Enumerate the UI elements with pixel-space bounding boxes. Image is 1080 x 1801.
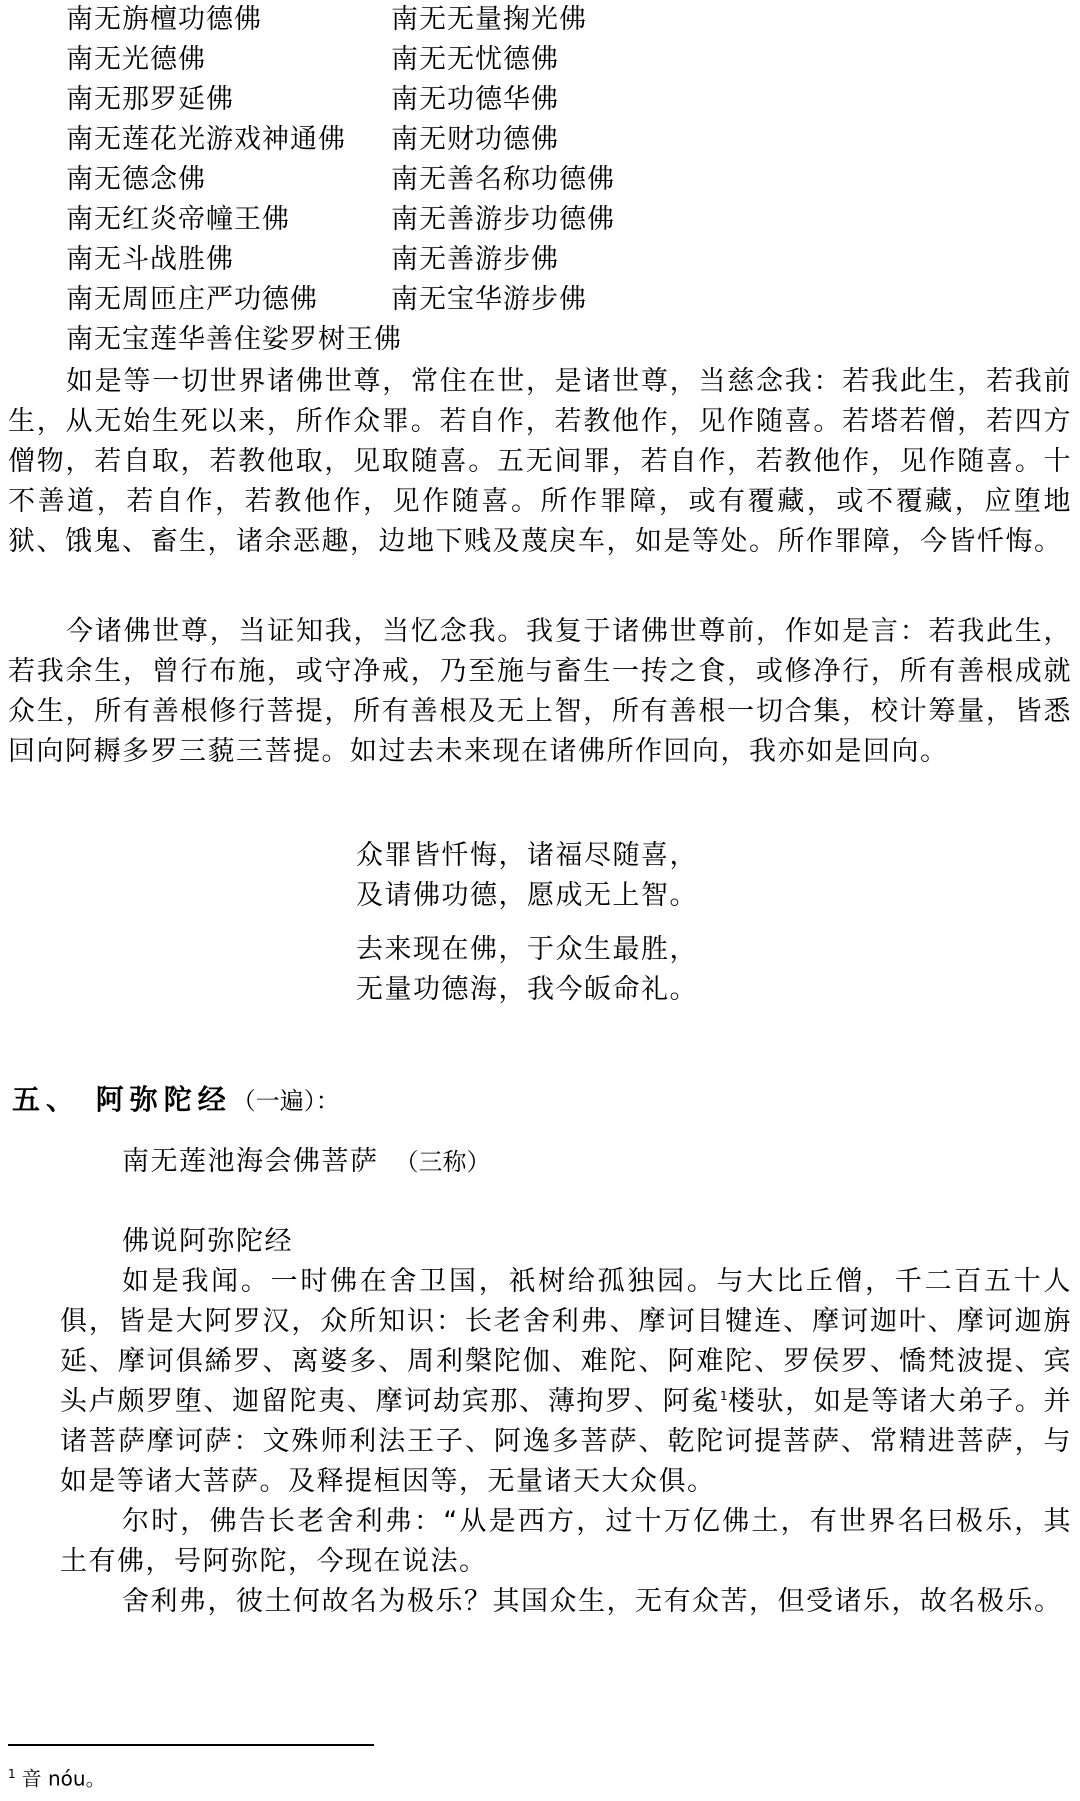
buddha-name: 南无宝华游步佛	[391, 284, 587, 315]
invocation-note: （三称）	[394, 1148, 491, 1176]
footnote-reference[interactable]: 1	[720, 1389, 728, 1403]
verse-line: 无量功德海，我今皈命礼。	[356, 974, 698, 1005]
buddha-name-last: 南无宝莲华善住娑罗树王佛	[66, 324, 402, 355]
footnote-divider	[8, 1744, 374, 1746]
section-heading-note: （一遍）：	[231, 1087, 340, 1115]
buddha-name: 南无光德佛	[66, 44, 206, 75]
sutra-text: 楼驮，如是等诸大弟子。并诸菩萨摩诃萨：文殊师利法王子、阿逸多菩萨、乾陀诃提菩萨、常精进菩萨，与如是等诸大菩萨。及释提桓因等，无量诸天大众俱。	[60, 1386, 1073, 1497]
buddha-name-list	[66, 0, 966, 360]
buddha-name: 南无旃檀功德佛	[66, 4, 262, 35]
buddha-name: 南无无量掬光佛	[391, 4, 587, 35]
sutra-paragraph: 舍利弗，彼土何故名为极乐？其国众生，无有众苦，但受诸乐，故名极乐。	[122, 1586, 1063, 1617]
verse-stanza	[356, 930, 956, 1010]
buddha-name: 南无善游步功德佛	[391, 204, 615, 235]
buddha-name: 南无那罗延佛	[66, 84, 234, 115]
footnote-marker: 1	[8, 1767, 16, 1781]
verse-line: 去来现在佛，于众生最胜，	[356, 934, 698, 965]
buddha-name: 南无德念佛	[66, 164, 206, 195]
footnote-text: 音 nóu。	[21, 1766, 106, 1791]
sutra-paragraph: 尔时，佛告长老舍利弗：“从是西方，过十万亿佛土，有世界名曰极乐，其土有佛，号阿弥陀，今现在说法。	[60, 1506, 1072, 1577]
invocation	[122, 1142, 491, 1182]
sutra-paragraph	[60, 1262, 1072, 1502]
buddha-name: 南无红炎帝幢王佛	[66, 204, 290, 235]
dedication-paragraph: 今诸佛世尊，当证知我，当忆念我。我复于诸佛世尊前，作如是言：若我此生，若我余生，曾行布施，或守净戒，乃至施与畜生一抟之食，或修净行，所有善根成就众生，所有善根修行菩提，所有善根及无上智，所有善根一切合集，校计筹量，皆悉回向阿耨多罗三藐三菩提。如过去未来现在诸佛所作回向，我亦如是回向。	[8, 616, 1072, 767]
verse-stanza	[356, 836, 956, 916]
verse-line: 及请佛功德，愿成无上智。	[356, 880, 698, 911]
repentance-paragraph: 如是等一切世界诸佛世尊，常住在世，是诸世尊，当慈念我：若我此生，若我前生，从无始生死以来，所作众罪。若自作，若教他作，见作随喜。若塔若僧，若四方僧物，若自取，若教他取，见取随喜。五无间罪，若自作，若教他作，见作随喜。十不善道，若自作，若教他作，见作随喜。所作罪障，或有覆藏，或不覆藏，应堕地狱、饿鬼、畜生，诸余恶趣，边地下贱及蔑戾车，如是等处。所作罪障，今皆忏悔。	[8, 366, 1072, 557]
buddha-name: 南无功德华佛	[391, 84, 559, 115]
buddha-name: 南无莲花光游戏神通佛	[66, 124, 346, 155]
footnote	[8, 1760, 106, 1793]
buddha-name: 南无善游步佛	[391, 244, 559, 275]
buddha-name: 南无周匝庄严功德佛	[66, 284, 318, 315]
invocation-text: 南无莲池海会佛菩萨	[122, 1146, 379, 1177]
buddha-name: 南无斗战胜佛	[66, 244, 234, 275]
sutra-text: 如是我闻。一时佛在舍卫国，祇树给孤独园。与大比丘僧，千二百五十人俱，皆是大阿罗汉，众所知识：长老舍利弗、摩诃目犍连、摩诃迦叶、摩诃迦旃延、摩诃俱絺罗、离婆多、周利槃陀伽、难陀、阿难陀、罗侯罗、憍梵波提、宾头卢颇罗堕、迦留陀夷、摩诃劫宾那、薄拘罗、阿㝹	[60, 1266, 1072, 1417]
section-heading-title: 五、 阿弥陀经	[12, 1083, 232, 1116]
sutra-title: 佛说阿弥陀经	[122, 1226, 293, 1257]
buddha-name: 南无无忧德佛	[391, 44, 559, 75]
section-heading	[12, 1080, 340, 1121]
buddha-name: 南无财功德佛	[391, 124, 559, 155]
verse-line: 众罪皆忏悔，诸福尽随喜，	[356, 840, 698, 871]
buddha-name: 南无善名称功德佛	[391, 164, 615, 195]
